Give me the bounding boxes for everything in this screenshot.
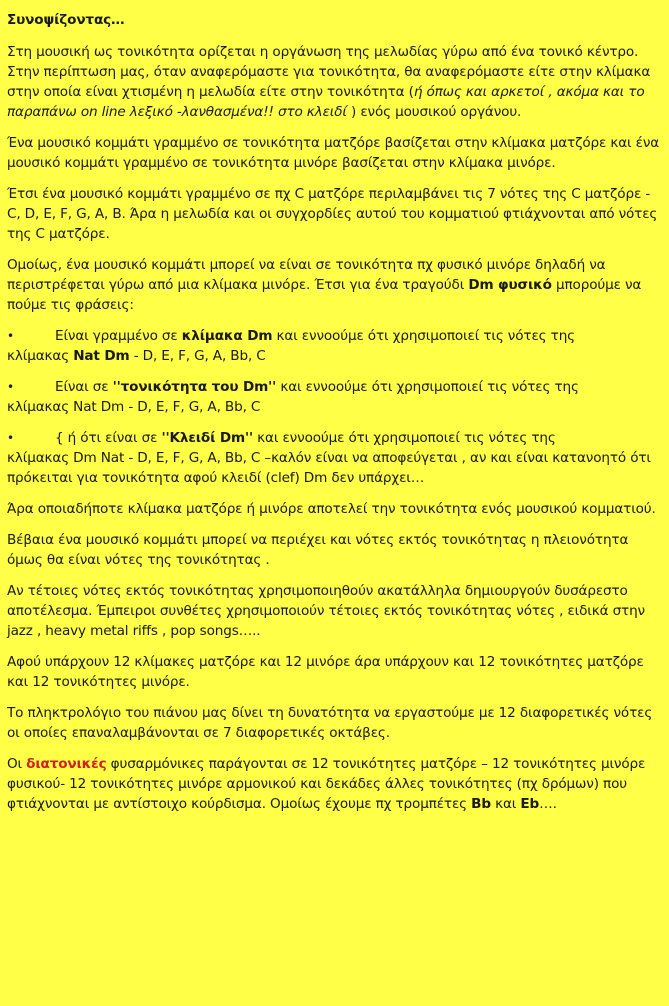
text-span: κλίμακας	[7, 348, 74, 364]
text-span: και εννοούμε ότι χρησιμοποιεί τις νότες της	[276, 379, 579, 395]
bullet-icon: •	[7, 380, 14, 394]
text-span: Είναι σε	[55, 379, 113, 395]
bullet-continuation	[7, 346, 661, 366]
bullet-item	[7, 326, 661, 366]
bullet-icon: •	[7, 431, 14, 445]
highlighted-term: διατονικές	[26, 756, 107, 772]
bullet-continuation: κλίμακας Dm Nat - D, E, F, G, A, Bb, C –καλόν είναι να αποφεύγεται , αν και είναι κατανοητό ότι πρόκειται για τονικότητα αφού κλειδί (clef) Dm δεν υπάρχει…	[7, 450, 651, 486]
bullet-text	[7, 326, 661, 366]
bold-term: Bb	[471, 796, 491, 812]
text-span: Ομοίως, ένα μουσικό κομμάτι μπορεί να είναι σε τονικότητα πχ φυσικό μινόρε δηλαδή να περιστρέφεται γύρω από μια κλίμακα μινόρε. Έτσι για ένα τραγούδι	[7, 257, 606, 293]
bullet-icon: •	[7, 329, 14, 343]
paragraph-natural-minor	[7, 255, 661, 315]
document-title: Συνοψίζοντας…	[7, 12, 125, 28]
bullet-text	[7, 428, 661, 488]
text-span: και εννοούμε ότι χρησιμοποιεί τις νότες της	[253, 430, 556, 446]
text-span: και εννοούμε ότι χρησιμοποιεί τις νότες της	[272, 328, 575, 344]
paragraph-c-major-example: Έτσι ένα μουσικό κομμάτι γραμμένο σε πχ C ματζόρε περιλαμβάνει τις 7 νότες της C ματζόρε - C, D, E, F, G, A, B. Άρα η μελωδία και οι συγχορδίες αυτού του κομματιού φτιάχνονται από νότες της C ματζόρε.	[7, 186, 658, 242]
paragraph-diatonic-harmonicas	[7, 754, 661, 814]
paragraph-major-minor: Ένα μουσικό κομμάτι γραμμένο σε τονικότητα ματζόρε βασίζεται στην κλίμακα ματζόρε και ένα μουσικό κομμάτι γραμμένο σε τονικότητα μινόρε βασίζεται στην κλίμακα μινόρε.	[7, 135, 660, 171]
bullet-text	[7, 377, 661, 417]
bold-term: Dm φυσικό	[468, 277, 552, 293]
text-span: ….	[539, 796, 557, 812]
paragraph-twelve-keys: Αφού υπάρχουν 12 κλίμακες ματζόρε και 12 μινόρε άρα υπάρχουν και 12 τονικότητες ματζόρε και 12 τονικότητες μινόρε.	[7, 654, 644, 690]
text-span: - D, E, F, G, A, Bb, C	[129, 348, 266, 364]
bullet-item	[7, 428, 661, 488]
paragraph-experienced-composers: Αν τέτοιες νότες εκτός τονικότητας χρησιμοποιηθούν ακατάλληλα δημιουργούν δυσάρεστο αποτέλεσμα. Έμπειροι συνθέτες χρησιμοποιούν τέτοιες εκτός τονικότητας νότες , ειδικά στην jazz , heavy metal riffs , pop songs…..	[7, 583, 645, 639]
bold-term: Eb	[520, 796, 540, 812]
bullet-item	[7, 377, 661, 417]
paragraph-out-of-key-notes: Βέβαια ένα μουσικό κομμάτι μπορεί να περιέχει και νότες εκτός τονικότητας η πλειονότητα όμως θα είναι νότες της τονικότητας .	[7, 532, 629, 568]
text-span: { ή ότι είναι σε	[55, 430, 162, 446]
text-span: και	[490, 796, 521, 812]
text-span: Οι	[7, 756, 27, 772]
paragraph-piano-keyboard: Το πληκτρολόγιο του πιάνου μας δίνει τη δυνατότητα να εργαστούμε με 12 διαφορετικές νότες οι οποίες επαναλαμβάνονται σε 7 διαφορετικές οκτάβες.	[7, 705, 653, 741]
text-span: φυσαρμόνικες παράγονται σε 12 τονικότητες ματζόρε – 12 τονικότητες μινόρε φυσικού- 12 τονικότητες μινόρε αρμονικού και δεκάδες άλλες τονικότητες (πχ δρόμων) που φτιάχνονται με αντίστοιχο κούρδισμα. Ομοίως έχουμε πχ τρομπέτες	[7, 756, 646, 812]
bold-term: ''Κλειδί Dm''	[161, 430, 254, 446]
text-span: μπορούμε να πούμε τις φράσεις:	[7, 277, 642, 313]
bold-term: ''τονικότητα του Dm''	[112, 379, 277, 395]
bold-term: κλίμακα Dm	[181, 328, 273, 344]
paragraph-any-scale: Άρα οποιαδήποτε κλίμακα ματζόρε ή μινόρε αποτελεί την τονικότητα ενός μουσικού κομματιού.	[7, 501, 656, 517]
paragraph-tonality-definition	[7, 42, 661, 122]
text-span: Στη μουσική ως τονικότητα ορίζεται η οργάνωση της μελωδίας γύρω από ένα τονικό κέντρο. Στην περίπτωση μας, όταν αναφερόμαστε για τονικότητα, θα αναφερόμαστε είτε στην κλίμακα στην οποία είναι χτισμένη η μελωδία είτε στην τονικότητα (	[7, 44, 651, 100]
italic-note: ή όπως και αρκετοί , ακόμα και το παραπάνω on line λεξικό -λανθασμένα!! στο κλειδί	[7, 84, 645, 120]
text-span: ) ενός μουσικού οργάνου.	[346, 104, 522, 120]
text-span: Είναι γραμμένο σε	[55, 328, 182, 344]
bullet-continuation: κλίμακας Nat Dm - D, E, F, G, A, Bb, C	[7, 399, 261, 415]
bold-term: Nat Dm	[73, 348, 130, 364]
